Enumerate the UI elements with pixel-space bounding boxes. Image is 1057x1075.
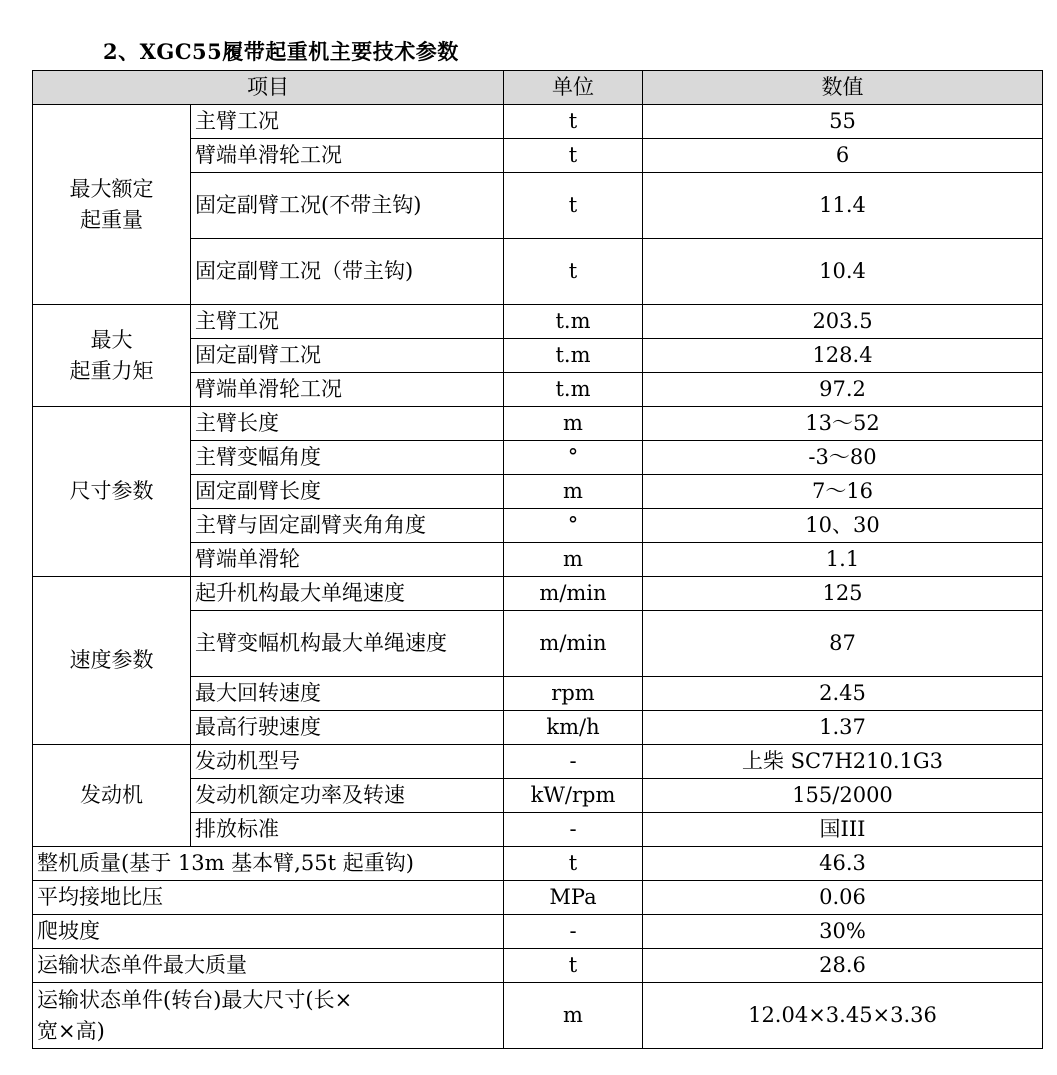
- category-line: 最大: [90, 327, 133, 352]
- unit-cell: t.m: [504, 339, 643, 373]
- unit-cell: -: [504, 813, 643, 847]
- item-cell: 主臂工况: [191, 305, 504, 339]
- item-cell: 固定副臂工况: [191, 339, 504, 373]
- item-cell: 臂端单滑轮: [191, 543, 504, 577]
- category-cell: 发动机: [33, 745, 191, 847]
- item-cell: 固定副臂长度: [191, 475, 504, 509]
- value-cell: 203.5: [643, 305, 1043, 339]
- value-cell: 30%: [643, 915, 1043, 949]
- unit-cell: m: [504, 983, 643, 1049]
- table-row: [33, 105, 1043, 139]
- value-cell: 55: [643, 105, 1043, 139]
- item-cell: 爬坡度: [33, 915, 504, 949]
- category-line: 最大额定: [69, 176, 154, 201]
- unit-cell: m/min: [504, 611, 643, 677]
- item-cell: 运输状态单件(转台)最大尺寸(长×宽×高): [33, 983, 504, 1049]
- unit-cell: t: [504, 239, 643, 305]
- table-row: [33, 745, 1043, 779]
- item-cell: 主臂变幅机构最大单绳速度: [191, 611, 504, 677]
- value-cell: 155/2000: [643, 779, 1043, 813]
- item-cell: 主臂与固定副臂夹角角度: [191, 509, 504, 543]
- value-cell: -3～80: [643, 441, 1043, 475]
- unit-cell: °: [504, 509, 643, 543]
- item-cell: 固定副臂工况(不带主钩): [191, 173, 504, 239]
- category-line: 起重量: [80, 207, 143, 232]
- unit-cell: m: [504, 475, 643, 509]
- value-cell: 125: [643, 577, 1043, 611]
- unit-cell: t: [504, 105, 643, 139]
- item-cell: 最高行驶速度: [191, 711, 504, 745]
- header-row: [33, 71, 1043, 105]
- header-value: 数值: [643, 71, 1043, 105]
- value-cell: 10、30: [643, 509, 1043, 543]
- table-row: [33, 915, 1043, 949]
- unit-cell: -: [504, 915, 643, 949]
- value-cell: 0.06: [643, 881, 1043, 915]
- value-cell: 国III: [643, 813, 1043, 847]
- value-cell: 1.1: [643, 543, 1043, 577]
- value-cell: 上柴 SC7H210.1G3: [643, 745, 1043, 779]
- value-cell: 97.2: [643, 373, 1043, 407]
- unit-cell: t.m: [504, 305, 643, 339]
- value-cell: 6: [643, 139, 1043, 173]
- item-cell: 固定副臂工况（带主钩): [191, 239, 504, 305]
- spec-table: [32, 70, 1043, 1049]
- item-cell: 最大回转速度: [191, 677, 504, 711]
- unit-cell: t: [504, 139, 643, 173]
- category-cell: 速度参数: [33, 577, 191, 745]
- category-line: 起重力矩: [69, 358, 154, 383]
- unit-cell: °: [504, 441, 643, 475]
- value-cell: 1.37: [643, 711, 1043, 745]
- item-cell: 运输状态单件最大质量: [33, 949, 504, 983]
- value-cell: 12.04×3.45×3.36: [643, 983, 1043, 1049]
- unit-cell: t.m: [504, 373, 643, 407]
- unit-cell: -: [504, 745, 643, 779]
- item-cell: 主臂长度: [191, 407, 504, 441]
- item-cell: 排放标准: [191, 813, 504, 847]
- unit-cell: MPa: [504, 881, 643, 915]
- category-cell: [33, 305, 191, 407]
- item-cell: 主臂工况: [191, 105, 504, 139]
- header-unit: 单位: [504, 71, 643, 105]
- item-cell: 起升机构最大单绳速度: [191, 577, 504, 611]
- table-row: [33, 847, 1043, 881]
- document-title: 2、XGC55履带起重机主要技术参数: [103, 39, 459, 64]
- unit-cell: rpm: [504, 677, 643, 711]
- value-cell: 46.3: [643, 847, 1043, 881]
- unit-cell: m: [504, 543, 643, 577]
- value-cell: 87: [643, 611, 1043, 677]
- item-cell: 主臂变幅角度: [191, 441, 504, 475]
- item-cell: 臂端单滑轮工况: [191, 139, 504, 173]
- value-cell: 7～16: [643, 475, 1043, 509]
- table-row: [33, 305, 1043, 339]
- value-cell: 2.45: [643, 677, 1043, 711]
- item-cell: 臂端单滑轮工况: [191, 373, 504, 407]
- header-item: 项目: [33, 71, 504, 105]
- value-cell: 128.4: [643, 339, 1043, 373]
- value-cell: 13～52: [643, 407, 1043, 441]
- category-cell: 尺寸参数: [33, 407, 191, 577]
- value-cell: 28.6: [643, 949, 1043, 983]
- value-cell: 10.4: [643, 239, 1043, 305]
- unit-cell: kW/rpm: [504, 779, 643, 813]
- table-row: [33, 407, 1043, 441]
- category-cell: [33, 105, 191, 305]
- item-cell: 平均接地比压: [33, 881, 504, 915]
- unit-cell: t: [504, 173, 643, 239]
- item-cell: 发动机型号: [191, 745, 504, 779]
- item-cell: 整机质量(基于 13m 基本臂,55t 起重钩): [33, 847, 504, 881]
- unit-cell: t: [504, 847, 643, 881]
- unit-cell: m/min: [504, 577, 643, 611]
- unit-cell: t: [504, 949, 643, 983]
- table-row: [33, 881, 1043, 915]
- value-cell: 11.4: [643, 173, 1043, 239]
- unit-cell: km/h: [504, 711, 643, 745]
- table-row: [33, 949, 1043, 983]
- table-row: [33, 983, 1043, 1049]
- unit-cell: m: [504, 407, 643, 441]
- item-cell: 发动机额定功率及转速: [191, 779, 504, 813]
- table-row: [33, 577, 1043, 611]
